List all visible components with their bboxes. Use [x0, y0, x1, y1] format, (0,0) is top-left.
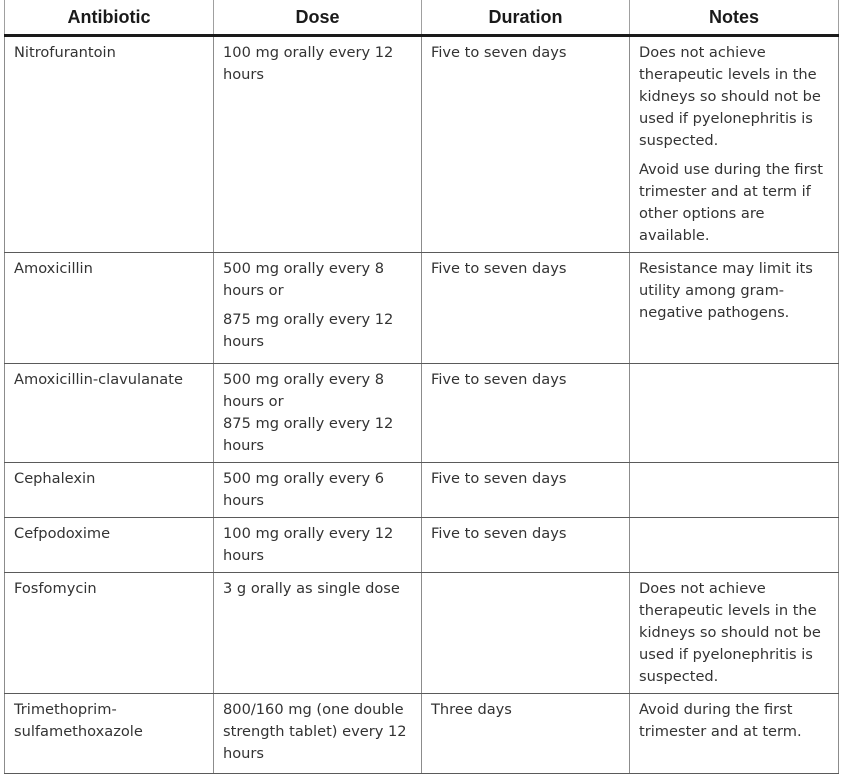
- antibiotic-name: Amoxicillin-clavulanate: [14, 371, 183, 388]
- header-row: [5, 0, 839, 36]
- notes-cell: [630, 573, 839, 694]
- header-dose: Dose: [214, 0, 422, 36]
- duration-cell: [422, 364, 630, 463]
- notes-cell: [630, 463, 839, 518]
- table-row: [5, 253, 839, 364]
- dose-cell: [214, 463, 422, 518]
- duration-text: Three days: [431, 701, 512, 718]
- table-row: [5, 463, 839, 518]
- antibiotic-name: Cefpodoxime: [14, 525, 111, 542]
- antibiotic-cell: [5, 573, 214, 694]
- notes-text: Does not achieve therapeutic levels in the kidneys so should not be used if pyelonephritis is suspected.: [639, 580, 821, 685]
- antibiotic-cell: [5, 694, 214, 774]
- duration-cell: [422, 694, 630, 774]
- dose-cell: [214, 253, 422, 364]
- notes-cell: [630, 36, 839, 253]
- antibiotic-table: [4, 0, 839, 774]
- duration-text: Five to seven days: [431, 371, 567, 388]
- notes-text: Does not achieve therapeutic levels in the kidneys so should not be used if pyelonephritis is suspected.: [639, 44, 821, 149]
- antibiotic-cell: [5, 253, 214, 364]
- duration-cell: [422, 253, 630, 364]
- header-notes: Notes: [630, 0, 839, 36]
- table-row: [5, 364, 839, 463]
- duration-text: Five to seven days: [431, 260, 567, 277]
- antibiotic-cell: [5, 364, 214, 463]
- table-row: [5, 518, 839, 573]
- antibiotic-name: Cephalexin: [14, 470, 96, 487]
- dose-text: 100 mg orally every 12 hours: [223, 44, 394, 83]
- dose-cell: [214, 518, 422, 573]
- notes-text: Avoid use during the first trimester and at term if other options are available.: [639, 161, 823, 244]
- antibiotic-name: Amoxicillin: [14, 260, 93, 277]
- duration-text: Five to seven days: [431, 525, 567, 542]
- dose-text: 500 mg orally every 8 hours or: [223, 371, 385, 410]
- antibiotic-name: Fosfomycin: [14, 580, 97, 597]
- duration-cell: [422, 463, 630, 518]
- dose-cell: [214, 364, 422, 463]
- table-header: [5, 0, 839, 36]
- antibiotic-cell: [5, 463, 214, 518]
- duration-text: Five to seven days: [431, 470, 567, 487]
- antibiotic-table-container: [4, 0, 838, 774]
- table-row: [5, 694, 839, 774]
- antibiotic-cell: [5, 518, 214, 573]
- duration-cell: [422, 573, 630, 694]
- duration-cell: [422, 36, 630, 253]
- table-row: [5, 573, 839, 694]
- table-row: [5, 36, 839, 253]
- duration-cell: [422, 518, 630, 573]
- notes-cell: [630, 364, 839, 463]
- dose-text: 875 mg orally every 12 hours: [223, 311, 394, 350]
- notes-cell: [630, 694, 839, 774]
- antibiotic-cell: [5, 36, 214, 253]
- dose-text: 500 mg orally every 6 hours: [223, 470, 385, 509]
- duration-text: Five to seven days: [431, 44, 567, 61]
- dose-text: 875 mg orally every 12 hours: [223, 415, 394, 454]
- notes-cell: [630, 253, 839, 364]
- dose-cell: [214, 36, 422, 253]
- header-antibiotic: Antibiotic: [5, 0, 214, 36]
- notes-text: Avoid during the first trimester and at term.: [639, 701, 802, 740]
- notes-cell: [630, 518, 839, 573]
- notes-text: Resistance may limit its utility among gram-negative pathogens.: [639, 260, 813, 321]
- header-duration: Duration: [422, 0, 630, 36]
- dose-text: 500 mg orally every 8 hours or: [223, 260, 385, 299]
- dose-text: 3 g orally as single dose: [223, 580, 400, 597]
- dose-text: 800/160 mg (one double strength tablet) every 12 hours: [223, 701, 407, 762]
- dose-text: 100 mg orally every 12 hours: [223, 525, 394, 564]
- antibiotic-name: Trimethoprim-sulfamethoxazole: [14, 701, 143, 740]
- antibiotic-name: Nitrofurantoin: [14, 44, 116, 61]
- dose-cell: [214, 573, 422, 694]
- table-body: [5, 36, 839, 774]
- dose-cell: [214, 694, 422, 774]
